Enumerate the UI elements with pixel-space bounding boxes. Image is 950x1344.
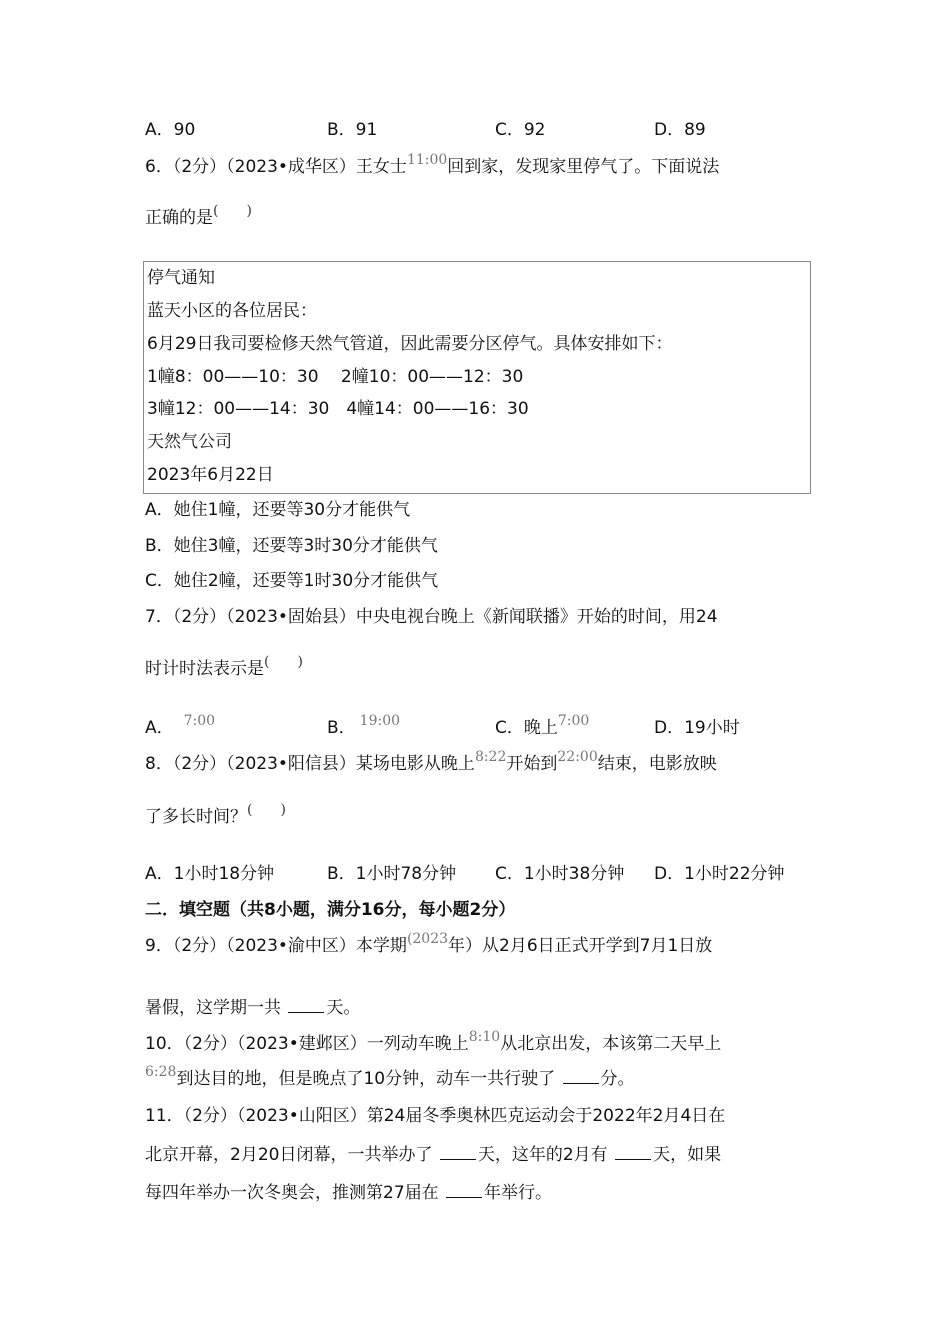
- q6-option-c[interactable]: C．她住2幢，还要等1时30分才能供气: [145, 571, 439, 591]
- notice-schedule-row1: 1幢8：00——10：30 2幢10：00——12：30: [147, 367, 524, 387]
- q7-option-a[interactable]: [145, 713, 216, 739]
- q11-question-line2: [145, 1145, 721, 1165]
- q8-prefix: 8．（2分）（2023•阳信县）某场电影从晚上: [145, 754, 475, 774]
- q7-question-line2: [145, 654, 303, 680]
- q8-option-b[interactable]: B．1小时78分钟: [327, 864, 457, 884]
- q7-option-d[interactable]: D．19小时: [654, 718, 740, 738]
- q8-line2: 了多长时间？: [145, 807, 247, 827]
- q9-year: (2023: [406, 931, 449, 947]
- q6-question-line1: [145, 152, 720, 178]
- q8-answer-paren: ( ): [247, 802, 286, 818]
- q5-option-a[interactable]: A．90: [145, 120, 196, 140]
- q9-prefix: 9．（2分）（2023•渝中区）本学期: [145, 936, 407, 956]
- notice-date: 2023年6月22日: [147, 465, 274, 485]
- q11-answer-blank-1[interactable]: [440, 1145, 476, 1160]
- q10-time-arrive: 6:28: [145, 1064, 177, 1080]
- q10-line2b: 分。: [600, 1069, 635, 1089]
- q7-option-b-label: B．: [327, 718, 356, 738]
- notice-signature: 天然气公司: [147, 432, 232, 452]
- q11-answer-blank-2[interactable]: [615, 1145, 651, 1160]
- q11-line2b: 天，这年的2月有: [477, 1145, 608, 1165]
- q9-line2a: 暑假，这学期一共: [145, 998, 281, 1018]
- q6-option-b[interactable]: B．她住3幢，还要等3时30分才能供气: [145, 536, 438, 556]
- q7-option-c[interactable]: [495, 713, 590, 739]
- notice-title: 停气通知: [147, 268, 215, 288]
- q7-option-a-time: 7:00: [183, 713, 216, 729]
- q6-line2: 正确的是: [145, 208, 213, 228]
- gas-notice-box: [143, 261, 811, 494]
- q7-option-b[interactable]: [327, 713, 401, 739]
- q8-question-line2: [145, 802, 286, 828]
- q10-question-line2: [145, 1064, 635, 1090]
- q10-suffix: 从北京出发，本该第二天早上: [500, 1034, 722, 1054]
- q9-question-line1: [145, 931, 713, 957]
- q9-line2b: 天。: [326, 998, 361, 1018]
- q7-answer-paren: ( ): [264, 654, 303, 670]
- q8-option-d[interactable]: D．1小时22分钟: [654, 864, 785, 884]
- q6-question-line2: [145, 203, 252, 229]
- q8-suffix: 结束，电影放映: [597, 754, 717, 774]
- q8-time-end: 22:00: [557, 749, 598, 765]
- q11-line3b: 年举行。: [484, 1183, 553, 1203]
- q7-option-b-time: 19:00: [359, 713, 401, 729]
- section-heading-fill-in: 二．填空题（共8小题，满分16分，每小题2分）: [145, 900, 516, 920]
- q5-option-b[interactable]: B．91: [327, 120, 378, 140]
- q6-option-a[interactable]: A．她住1幢，还要等30分才能供气: [145, 500, 411, 520]
- q11-line2c: 天，如果: [653, 1145, 722, 1165]
- q5-option-d[interactable]: D．89: [654, 120, 706, 140]
- q6-prefix: 6．（2分）（2023•成华区）王女士: [145, 157, 407, 177]
- q7-line2: 时计时法表示是: [145, 659, 264, 679]
- notice-body: 6月29日我司要检修天然气管道，因此需要分区停气。具体安排如下：: [147, 334, 673, 354]
- q9-answer-blank[interactable]: [288, 998, 324, 1013]
- q8-time-start: 8:22: [474, 749, 507, 765]
- notice-schedule-row2: 3幢12：00——14：30 4幢14：00——16：30: [147, 399, 529, 419]
- q10-line2a: 到达目的地，但是晚点了10分钟，动车一共行驶了: [176, 1069, 556, 1089]
- q11-question-line3: [145, 1183, 552, 1203]
- q7-option-c-label: C．晚上: [495, 718, 558, 738]
- q10-answer-blank[interactable]: [563, 1069, 599, 1084]
- q11-answer-blank-3[interactable]: [446, 1183, 482, 1198]
- q6-time: 11:00: [406, 152, 448, 168]
- q7-option-a-label: A．: [145, 718, 174, 738]
- q7-question-line1: 7．（2分）（2023•固始县）中央电视台晚上《新闻联播》开始的时间，用24: [145, 607, 718, 627]
- q11-line3a: 每四年举办一次冬奥会，推测第27届在: [145, 1183, 439, 1203]
- q7-option-c-time: 7:00: [557, 713, 590, 729]
- q8-mid: 开始到: [506, 754, 558, 774]
- q6-answer-paren: ( ): [213, 203, 252, 219]
- q10-time-depart: 8:10: [468, 1029, 501, 1045]
- q11-line2a: 北京开幕，2月20日闭幕，一共举办了: [145, 1145, 433, 1165]
- q9-suffix: 年）从2月6日正式开学到7月1日放: [448, 936, 713, 956]
- q8-option-a[interactable]: A．1小时18分钟: [145, 864, 275, 884]
- q5-option-c[interactable]: C．92: [495, 120, 546, 140]
- notice-greeting: 蓝天小区的各位居民：: [147, 301, 317, 321]
- q11-question-line1: 11．（2分）（2023•山阳区）第24届冬季奥林匹克运动会于2022年2月4日在: [145, 1106, 726, 1126]
- q9-question-line2: [145, 998, 360, 1018]
- q8-question-line1: [145, 749, 717, 775]
- q6-suffix: 回到家，发现家里停气了。下面说法: [447, 157, 720, 177]
- q10-prefix: 10．（2分）（2023•建邺区）一列动车晚上: [145, 1034, 469, 1054]
- q10-question-line1: [145, 1029, 722, 1055]
- q8-option-c[interactable]: C．1小时38分钟: [495, 864, 625, 884]
